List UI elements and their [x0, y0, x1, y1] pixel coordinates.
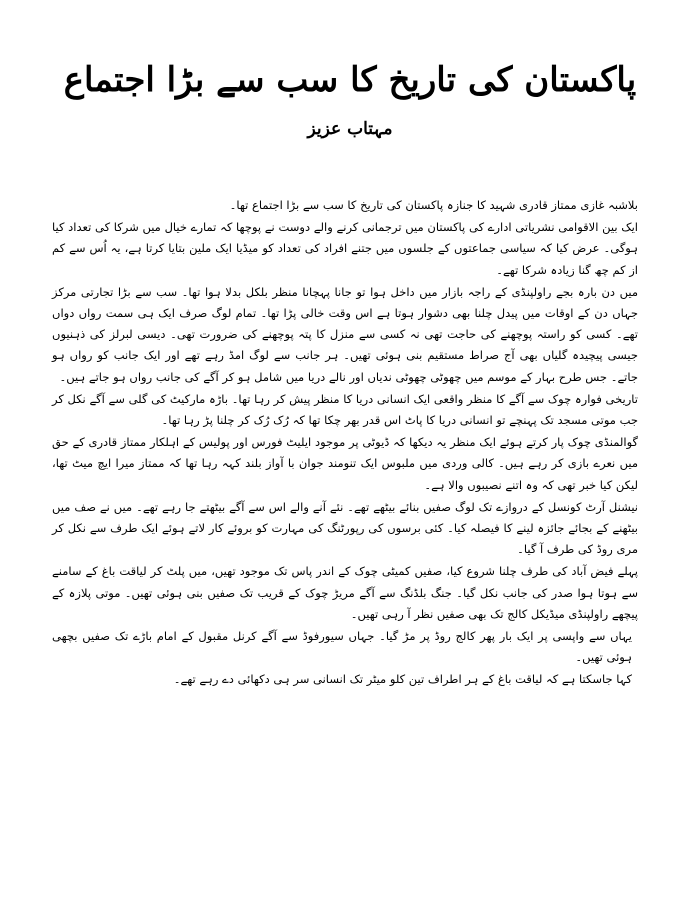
article-body [52, 195, 638, 692]
paragraph: پہلے فیض آباد کی طرف چلنا شروع کیا، صفیں کمیٹی چوک کے اندر پاس تک موجود تھیں، میں پلٹ کر لیاقت باغ کے سامنے سے ہوتا ہوا صدر کی جانب نکل گیا۔ جنگ بلڈنگ سے آگے مریڑ چوک کے قریب تک صفیں بنی ہوئی تھیں۔ موتی پلازہ کے پیچھے راولپنڈی میڈیکل کالج تک بھی صفیں نظر آ رہی تھیں۔ [52, 564, 638, 621]
paragraph: تاریخی فوارہ چوک سے آگے کا منظر واقعی ایک انسانی دریا کا منظر پیش کر رہا تھا۔ باڑہ مارکیٹ کی گلی سے آگے نکل کر جب موتی مسجد تک پہنچے تو انسانی دریا کا پاٹ اس قدر بھر چکا تھا کہ رُک رُک کر چلنا پڑ رہا تھا۔ [52, 391, 638, 428]
paragraph: بلاشبہ غازی ممتاز قادری شہید کا جنازہ پاکستان کی تاریخ کا سب سے بڑا اجتماع تھا۔ [229, 198, 638, 212]
paragraph: ایک بین الاقوامی نشریاتی ادارے کی پاکستان میں ترجمانی کرنے والے دوست نے پوچھا کہ تمارے خیال میں شرکا کی تعداد کیا ہوگی۔ عرض کیا کہ سیاسی جماعتوں کے جلسوں میں جتنے افراد کی تعداد کو میڈیا ایک ملین بتایا کرتا ہے، یہ اُس سے کم از کم چھ گنا زیادہ شرکا تھے۔ [52, 220, 638, 277]
paragraph: کہا جاسکتا ہے کہ لیاقت باغ کے ہر اطراف تین کلو میٹر تک انسانی سر ہی دکھائی دے رہے تھے۔ [173, 672, 632, 687]
paragraph: یہاں سے واپسی پر ایک بار پھر کالج روڈ پر مڑ گیا۔ جہاں سیورفوڈ سے آگے کرنل مقبول کے امام باڑے تک صفیں بچھی ہوئی تھیں۔ [52, 629, 632, 665]
author-name: مہتاب عزیز [307, 119, 393, 139]
paragraph: نیشنل آرٹ کونسل کے دروازے تک لوگ صفیں بنائے بیٹھے تھے۔ نئے آنے والے اس سے آگے بیٹھتے جا رہے تھے۔ میں نے صف میں بیٹھنے کے بجائے جائزہ لینے کا فیصلہ کیا۔ کئی برسوں کی رپورٹنگ کی مہارت کو بروئے کار لاتے ہوئے ایک طرف سے نکل کر مری روڈ کی طرف آ گیا۔ [52, 499, 638, 557]
paragraph: گوالمنڈی چوک پار کرتے ہوئے ایک منظر یہ دیکھا کہ ڈیوٹی پر موجود ایلیٹ فورس اور پولیس کے اہلکار ممتاز قادری کے حق میں نعرے بازی کر رہے ہیں۔ کالی وردی میں ملبوس ایک تنومند جوان با آواز بلند کہہ رہا تھا کہ ممتاز میرا ایچ میٹ تھا، لیکن کیا خبر تھی کہ وہ اتنے نصیبوں والا ہے۔ [52, 435, 638, 492]
article-title: پاکستان کی تاریخ کا سب سے بڑا اجتماع [63, 60, 637, 100]
paragraph: میں دن بارہ بجے راولپنڈی کے راجہ بازار میں داخل ہوا تو جانا پہچانا منظر بلکل بدلا ہوا تھا۔ سب سے بڑا تجارتی مرکز جہاں دن کے اوقات میں پیدل چلنا بھی دشوار ہوتا ہے اس وقت خالی پڑا تھا۔ تمام لوگ صرف ایک ہی سمت رواں دواں تھے۔ کسی کو راستہ پوچھنے کی حاجت تھی نہ کسی سے منزل کا پتہ پوچھنے کی ضرورت تھی۔ دیسی لبرلز کی ذہنیوں جیسی پیچیدہ گلیاں بھی آج صراط مستقیم بنی ہوئی تھیں۔ ہر جانب سے لوگ امڈ رہے تھے اور ایک جانب کو رواں ہو جاتے۔ جس طرح بہار کے موسم میں چھوٹی چھوٹی ندیاں اور نالے دریا میں شامل ہو کر آگے کی جانب رواں ہو جاتے ہیں۔ [52, 284, 638, 384]
